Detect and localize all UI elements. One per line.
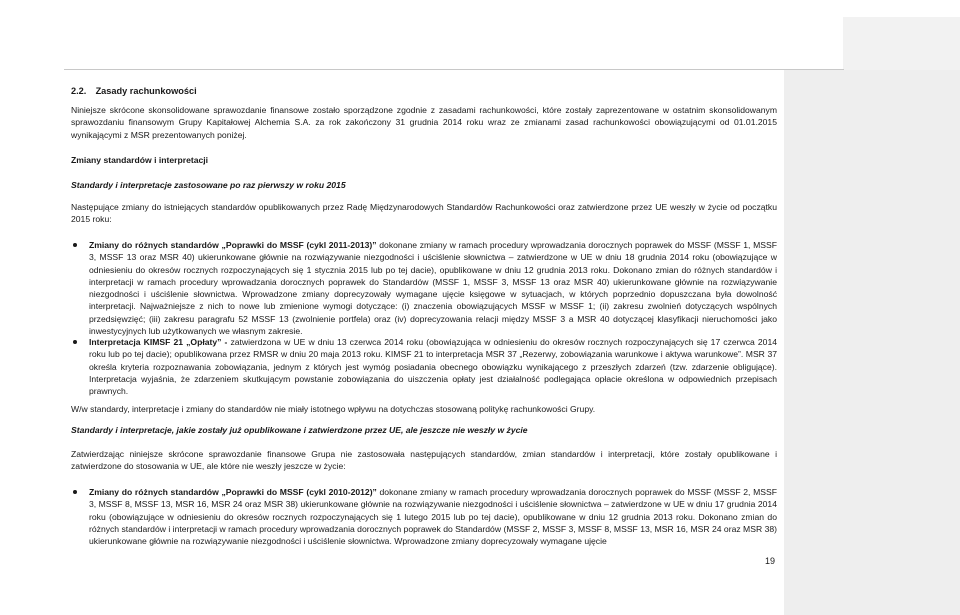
list-item-lead: Zmiany do różnych standardów „Poprawki do MSSF (cykl 2010-2012)”: [89, 487, 377, 497]
bullet-icon: [73, 490, 77, 494]
section-title: Zasady rachunkowości: [95, 86, 197, 96]
list-item-lead: Interpretacja KIMSF 21 „Opłaty” -: [89, 337, 228, 347]
list-item-body: zatwierdzona w UE w dniu 13 czerwca 2014 roku (obowiązująca w odniesieniu do okresów rocznych rozpoczynających się 17 czerwca 2014 roku lub po tej dacie); opublikowana przez RMSR w dniu 20 maja 2013 roku. KIMSF 21 to interpretacja MSR 37 „Rezerwy, zobowiązania warunkowe i aktywa warunkowe”. MSR 37 określa kryteria rozpoznawania zobowiązania, jednym z których jest wymóg posiadania obecnego obowiązku wynikającego z przeszłych zdarzeń (tzw. zdarzenie obligujące). Interpretacja wyjaśnia, że zdarzeniem skutkującym powstanie zobowiązania do uiszczenia opłaty jest działalność podlegająca opłacie określona w odpowiednich przepisach prawnych.: [89, 337, 778, 397]
bullet-icon: [73, 340, 77, 344]
no-impact-paragraph: W/w standardy, interpretacje i zmiany do standardów nie miały istotnego wpływu na dotychczas stosowaną politykę rachunkowości Grupy.: [71, 404, 596, 414]
not-effective-intro-paragraph: Zatwierdzając niniejsze skrócone sprawozdanie finansowe Grupa nie zastosowała następujących standardów, zmian standardów i interpretacji, które zostały opublikowane i zatwierdzone do stosowania w UE, ale które nie weszły jeszcze w życie:: [71, 449, 777, 472]
section-heading: [71, 86, 197, 96]
list-item: [71, 486, 777, 547]
list-item-body: dokonane zmiany w ramach procedury wprowadzania dorocznych poprawek do MSSF (MSSF 2, MSSF 3, MSSF 8, MSSF 13, MSR 16, MSR 24 oraz MSR 38) ukierunkowane głównie na rozwiązywanie niezgodności i uściślenie słownictwa – zatwierdzone w UE w dniu 17 grudnia 2014 roku (obowiązujące w odniesieniu do okresów rocznych rozpoczynających się 1 lutego 2015 lub po tej dacie), opublikowane w dniu 12 grudnia 2013 roku. Dokonano zmian do różnych standardów i interpretacji w ramach procedury wprowadzania dorocznych poprawek do Standardów (MSSF 2, MSSF 3, MSSF 8, MSSF 13, MSR 16, MSR 24 oraz MSR 38) ukierunkowane głównie na rozwiązywanie niezgodności i uściślenie słownictwa. Wprowadzone zmiany doprecyzowały wymagane ujęcie: [89, 487, 777, 547]
list-item: [71, 336, 777, 397]
list-item-text: [89, 336, 777, 397]
not-effective-heading: Standardy i interpretacje, jakie zostały już opublikowane i zatwierdzone przez UE, ale jeszcze nie weszły w życie: [71, 425, 528, 435]
list-item-lead: Zmiany do różnych standardów „Poprawki do MSSF (cykl 2011-2013)”: [89, 240, 377, 250]
side-panel: [784, 70, 960, 615]
list-item-body: dokonane zmiany w ramach procedury wprowadzania dorocznych poprawek do MSSF (MSSF 1, MSSF 3, MSSF 13 oraz MSR 40) ukierunkowane głównie na rozwiązywanie niezgodności i uściślenie słownictwa – zatwierdzone w UE w dniu 18 grudnia 2014 roku (obowiązujące w odniesieniu do okresów rocznych rozpoczynających się 1 stycznia 2015 lub po tej dacie), opublikowane w dniu 12 grudnia 2013 roku. Dokonano zmian do różnych standardów i interpretacji w ramach procedury wprowadzania dorocznych poprawek do Standardów (MSSF 1, MSSF 3, MSSF 13 oraz MSR 40) ukierunkowane głównie na rozwiązywanie niezgodności i uściślenie słownictwa. Wprowadzone zmiany doprecyzowały wymagane ujęcie księgowe w sytuacjach, w których poprzednio dopuszczana była dowolność interpretacji. Najważniejsze z nich to nowe lub zmienione wymogi dotyczące: (i) znaczenia obowiązujących MSSF w MSSF 1; (ii) zakresu zwolnień dotyczących wspólnych przedsięwzięć; (iii) zakresu paragrafu 52 MSSF 13 (zwolnienie portfela) oraz (iv) doprecyzowania relacji między MSSF 3 a MSR 40 dotyczącej klasyfikacji nieruchomości jako inwestycyjnych lub użytkowanych we własnym zakresie.: [89, 240, 777, 337]
page-number: 19: [765, 556, 776, 566]
list-item-text: [89, 239, 777, 337]
intro-paragraph: Niniejsze skrócone skonsolidowane sprawozdanie finansowe zostało sporządzone zgodnie z zasadami rachunkowości, które zostały zaprezentowane w ostatnim skonsolidowanym sprawozdaniu finansowym Grupy Kapitałowej Alchemia S.A. za rok zakończony 31 grudnia 2014 roku wraz ze zmianami zasad rachunkowości obowiązującymi od 01.01.2015 wynikającymi z MSR prezentowanych poniżej.: [71, 105, 777, 140]
top-divider: [64, 69, 844, 70]
section-number: 2.2.: [71, 86, 87, 96]
changes-heading: Zmiany standardów i interpretacji: [71, 155, 209, 165]
header-shade: [843, 17, 960, 70]
list-item-text: [89, 486, 777, 547]
bullet-icon: [73, 243, 77, 247]
list-item: [71, 239, 777, 337]
applied-heading: Standardy i interpretacje zastosowane po raz pierwszy w roku 2015: [71, 180, 346, 190]
applied-intro-paragraph: Następujące zmiany do istniejących standardów opublikowanych przez Radę Międzynarodowych Standardów Rachunkowości oraz zatwierdzone przez UE weszły w życie od początku 2015 roku:: [71, 202, 777, 225]
